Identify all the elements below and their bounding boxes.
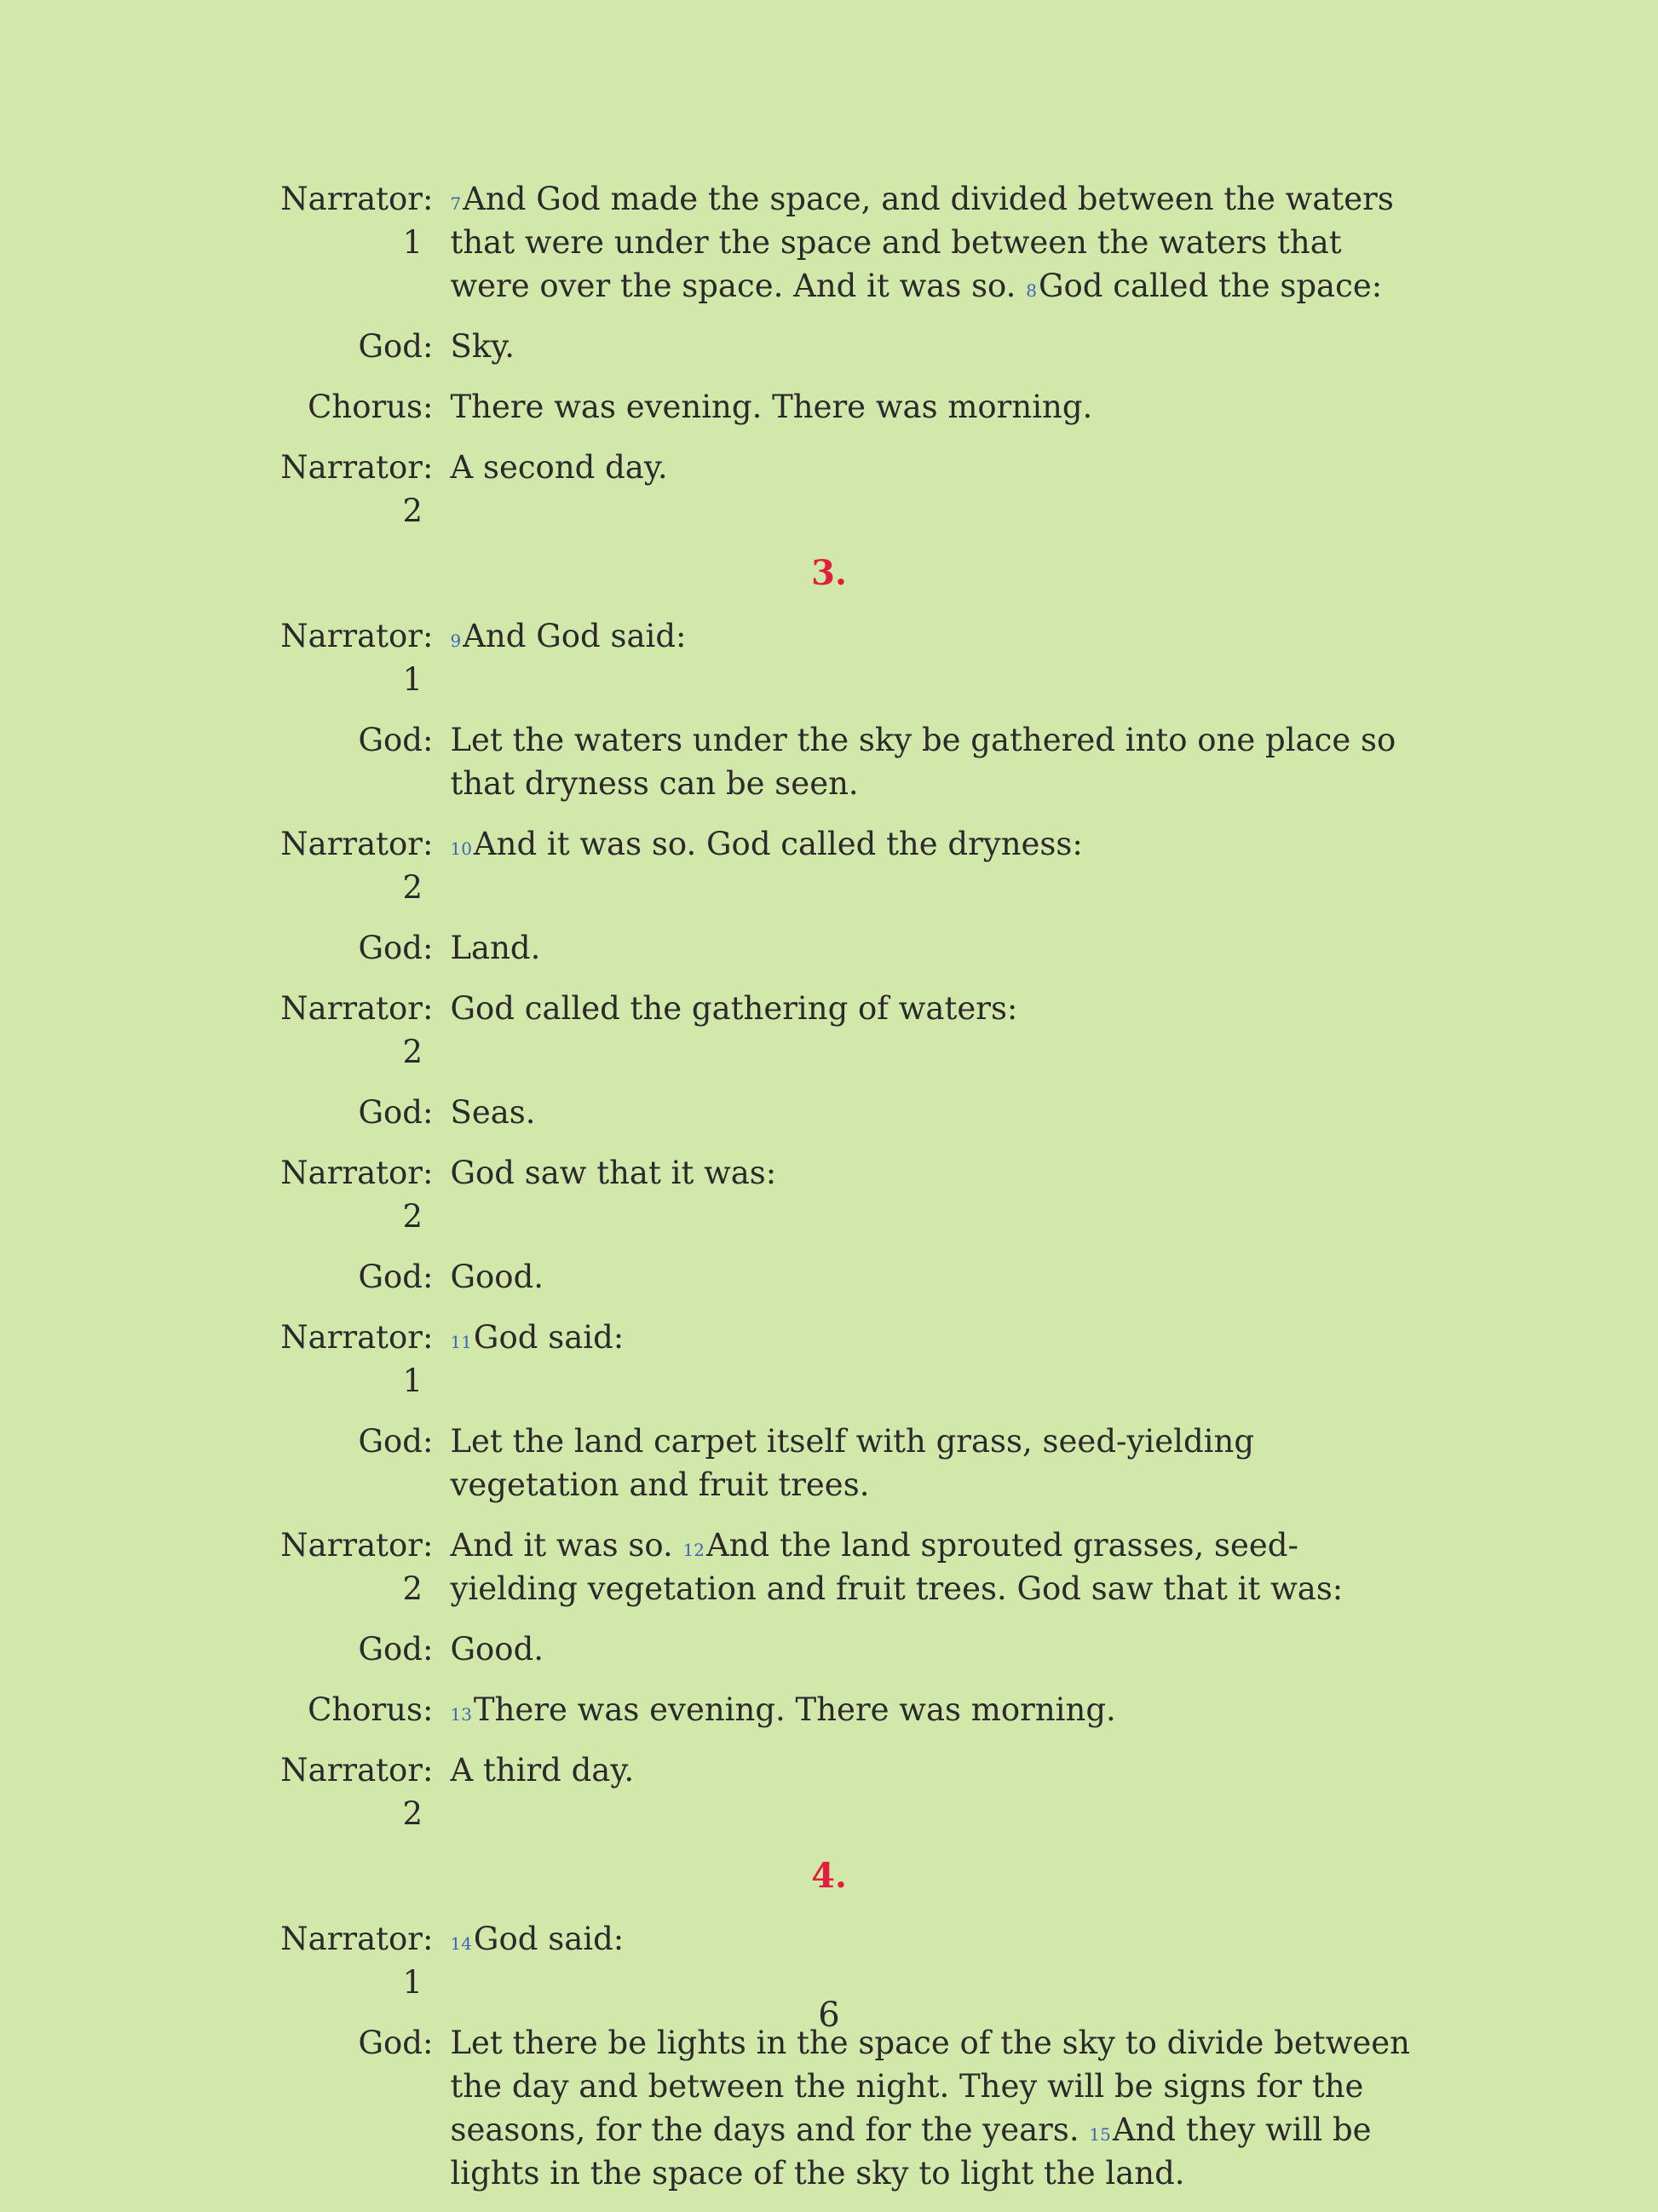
line-text — [450, 1255, 1414, 1299]
verse-text: And they will be lights in the space of the sky to light the land. — [450, 2111, 1372, 2192]
speaker-colon: : — [423, 389, 434, 425]
verse-text: A third day. — [450, 1752, 635, 1789]
speaker-colon: : — [423, 618, 434, 654]
line-text — [450, 385, 1414, 429]
speaker-name: Narrator 2 — [280, 449, 423, 529]
verse-text: There was evening. There was morning. — [450, 389, 1093, 425]
speaker-colon: : — [423, 1527, 434, 1564]
section-heading: 4. — [811, 1856, 847, 1896]
speaker-name: Narrator 1 — [280, 618, 423, 698]
verse-text: And it was so. God called the dryness: — [473, 826, 1083, 862]
verse-text: Good. — [450, 1631, 544, 1668]
speaker-colon: : — [423, 1423, 434, 1460]
dialogue-line — [256, 1917, 1414, 2004]
speaker-name: God — [358, 1423, 423, 1460]
verse-number: 12 — [682, 1540, 705, 1560]
verse-text: And the land sprouted grasses, seed-yielding vegetation and fruit trees. God saw that it was: — [450, 1527, 1344, 1607]
speaker-name: Narrator 2 — [280, 1155, 423, 1235]
verse-text: There was evening. There was morning. — [473, 1691, 1116, 1728]
verse-text: Let the waters under the sky be gathered into one place so that dryness can be seen. — [450, 722, 1396, 802]
speaker-name: God — [358, 328, 423, 365]
speaker-name: Narrator 1 — [280, 1319, 423, 1399]
line-text — [450, 325, 1414, 368]
verse-number: 15 — [1089, 2124, 1111, 2145]
verse-text: Seas. — [450, 1094, 536, 1131]
line-text — [450, 614, 1414, 658]
speaker-name: God — [358, 1259, 423, 1295]
dialogue-line — [256, 987, 1414, 1074]
verse-text: God called the gathering of waters: — [450, 990, 1018, 1027]
dialogue-line — [256, 446, 1414, 533]
line-text — [450, 1420, 1414, 1506]
section-heading: 3. — [811, 553, 847, 593]
line-text — [450, 1316, 1414, 1359]
verse-number: 7 — [450, 193, 462, 214]
speaker-name: Narrator 1 — [280, 181, 423, 261]
verse-text: And God made the space, and divided between the waters that were under the space and between the waters that were over the space. And it was so. — [450, 181, 1394, 304]
verse-number: 10 — [450, 838, 472, 859]
script-body — [256, 177, 1414, 2212]
dialogue-line — [256, 1151, 1414, 1238]
speaker-name: God — [358, 1631, 423, 1668]
dialogue-line — [256, 1316, 1414, 1403]
line-text — [450, 1091, 1414, 1134]
line-text — [450, 1524, 1414, 1610]
verse-text: Let there be lights in the space of the sky to divide between the day and between the night. They will be signs for the seasons, for the days and for the years. — [450, 2025, 1410, 2148]
line-text — [450, 987, 1414, 1030]
speaker-name: Chorus — [308, 389, 423, 425]
speaker-colon: : — [423, 181, 434, 217]
speaker-colon: : — [423, 826, 434, 862]
verse-number: 11 — [450, 1332, 472, 1352]
dialogue-line — [256, 926, 1414, 970]
verse-number: 13 — [450, 1704, 472, 1725]
dialogue-line — [256, 1688, 1414, 1731]
verse-text: God saw that it was: — [450, 1155, 777, 1191]
line-text — [450, 2021, 1414, 2195]
dialogue-line — [256, 1524, 1414, 1610]
verse-text: Let the land carpet itself with grass, seed-yielding vegetation and fruit trees. — [450, 1423, 1255, 1503]
speaker-colon: : — [423, 328, 434, 365]
speaker-name: Narrator 1 — [280, 1921, 423, 2001]
page-number: 6 — [818, 1996, 840, 2035]
line-text — [450, 1627, 1414, 1671]
speaker-colon: : — [423, 930, 434, 966]
verse-text: God said: — [473, 1921, 625, 1957]
verse-text: And it was so. — [450, 1527, 683, 1564]
verse-text: God said: — [473, 1319, 625, 1356]
verse-text: A second day. — [450, 449, 668, 486]
line-text — [450, 718, 1414, 805]
speaker-colon: : — [423, 1259, 434, 1295]
line-text — [450, 1748, 1414, 1792]
speaker-colon: : — [423, 1094, 434, 1131]
speaker-name: Narrator 2 — [280, 1527, 423, 1607]
line-text — [450, 926, 1414, 970]
line-text — [450, 822, 1414, 866]
verse-text: Sky. — [450, 328, 515, 365]
speaker-colon: : — [423, 1691, 434, 1728]
dialogue-line — [256, 385, 1414, 429]
line-text — [450, 1688, 1414, 1731]
speaker-colon: : — [423, 1631, 434, 1668]
line-text — [450, 446, 1414, 489]
line-text — [450, 177, 1414, 308]
dialogue-line — [256, 1748, 1414, 1835]
verse-text: Land. — [450, 930, 541, 966]
verse-text: God called the space: — [1038, 268, 1383, 304]
speaker-name: God — [358, 2025, 423, 2061]
speaker-name: Chorus — [308, 1691, 423, 1728]
speaker-colon: : — [423, 1155, 434, 1191]
dialogue-line — [256, 1091, 1414, 1134]
dialogue-line — [256, 325, 1414, 368]
speaker-colon: : — [423, 1921, 434, 1957]
dialogue-line — [256, 2021, 1414, 2195]
speaker-name: God — [358, 722, 423, 758]
dialogue-line — [256, 1255, 1414, 1299]
dialogue-line — [256, 718, 1414, 805]
speaker-colon: : — [423, 1752, 434, 1789]
speaker-name: Narrator 2 — [280, 990, 423, 1070]
dialogue-line — [256, 1420, 1414, 1506]
speaker-colon: : — [423, 722, 434, 758]
dialogue-line — [256, 1627, 1414, 1671]
dialogue-line — [256, 822, 1414, 909]
verse-number: 9 — [450, 631, 462, 651]
speaker-colon: : — [423, 1319, 434, 1356]
speaker-name: God — [358, 930, 423, 966]
speaker-colon: : — [423, 449, 434, 486]
speaker-name: Narrator 2 — [280, 826, 423, 906]
verse-number: 8 — [1026, 280, 1037, 301]
line-text — [450, 1151, 1414, 1195]
speaker-colon: : — [423, 2025, 434, 2061]
verse-text: And God said: — [463, 618, 687, 654]
line-text — [450, 1917, 1414, 1961]
verse-number: 14 — [450, 1933, 472, 1954]
dialogue-line — [256, 614, 1414, 701]
speaker-name: Narrator 2 — [280, 1752, 423, 1832]
dialogue-line — [256, 177, 1414, 308]
speaker-colon: : — [423, 990, 434, 1027]
verse-text: Good. — [450, 1259, 544, 1295]
speaker-name: God — [358, 1094, 423, 1131]
